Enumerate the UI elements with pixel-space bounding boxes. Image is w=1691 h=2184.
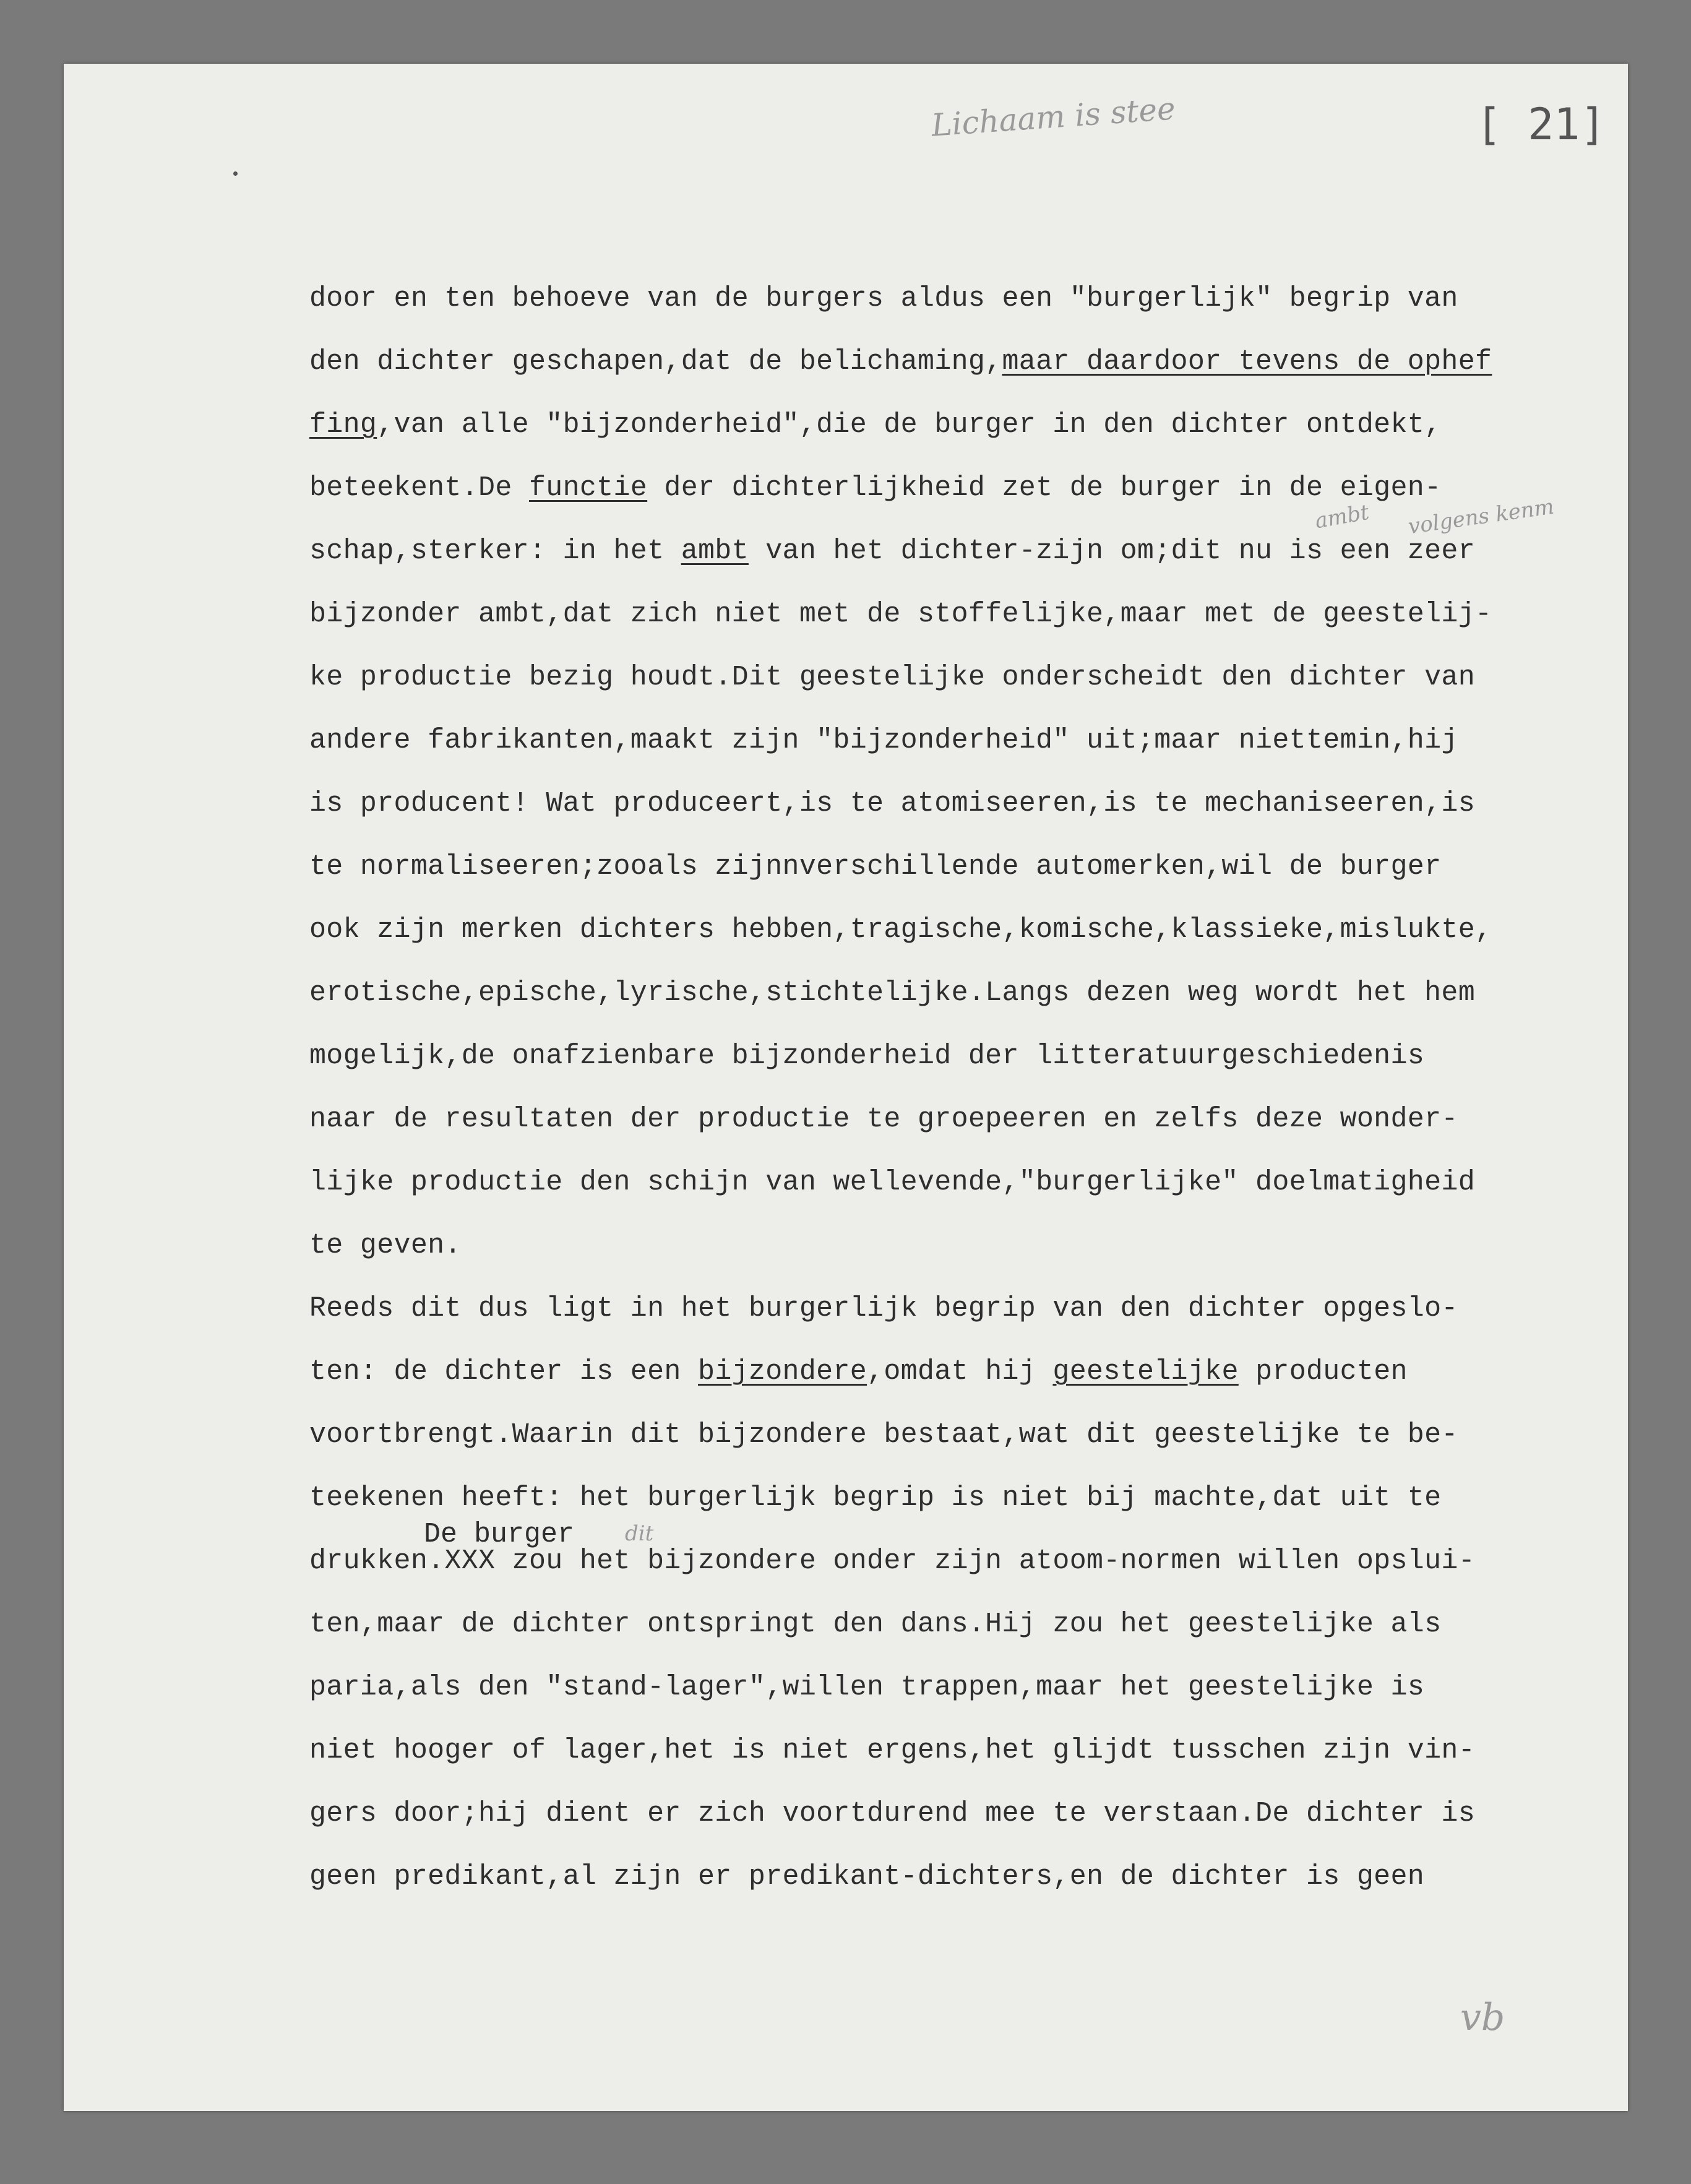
text-segment: naar de resultaten der productie te groepeeren en zelfs deze wonder- — [309, 1103, 1458, 1135]
text-segment: lijke productie den schijn van wellevende,"burgerlijke" doelmatigheid — [309, 1167, 1476, 1198]
text-segment: ook zijn merken dichters hebben,tragische,komische,klassieke,mislukte, — [309, 914, 1492, 946]
text-segment: erotische,epische,lyrische,stichtelijke.Langs dezen weg wordt het hem — [309, 977, 1476, 1009]
pencil-insert-ambt: ambt — [1313, 499, 1371, 534]
underlined-text: maar daardoor tevens de ophef — [1002, 346, 1492, 378]
text-line — [309, 1162, 1640, 1225]
text-segment: teekenen heeft: het burgerlijk begrip is niet bij machte,dat uit te — [309, 1482, 1442, 1514]
text-line — [309, 847, 1640, 910]
text-line — [309, 468, 1640, 531]
underlined-text: bijzondere — [698, 1356, 867, 1388]
text-segment: der dichterlijkheid zet de burger in de eigen- — [647, 472, 1442, 504]
text-segment: paria,als den "stand-lager",willen trappen,maar het geestelijke is — [309, 1672, 1425, 1703]
pencil-insert-dit: dit — [625, 1521, 654, 1546]
text-segment: geen predikant,al zijn er predikant-dichters,en de dichter is geen — [309, 1861, 1425, 1893]
text-line — [309, 1225, 1640, 1288]
typed-body-text — [309, 278, 1640, 1920]
text-segment: voortbrengt.Waarin dit bijzondere bestaat,wat dit geestelijke te be- — [309, 1419, 1458, 1451]
text-segment: te normaliseeren;zooals zijnnverschillende automerken,wil de burger — [309, 851, 1442, 883]
text-line — [309, 1288, 1640, 1352]
text-segment: andere fabrikanten,maakt zijn "bijzonderheid" uit;maar niettemin,hij — [309, 725, 1458, 756]
text-segment: ,van alle "bijzonderheid",die de burger in den dichter ontdekt, — [377, 409, 1442, 441]
text-segment: ten,maar de dichter ontspringt den dans.Hij zou het geestelijke als — [309, 1608, 1442, 1640]
text-line — [309, 1604, 1640, 1667]
text-line — [309, 278, 1640, 342]
text-segment: ,omdat hij — [867, 1356, 1053, 1388]
underlined-text: geestelijke — [1052, 1356, 1239, 1388]
text-line — [309, 1857, 1640, 1920]
text-segment: mogelijk,de onafzienbare bijzonderheid der litteratuurgeschiedenis — [309, 1040, 1425, 1072]
text-segment: niet hooger of lager,het is niet ergens,het glijdt tusschen zijn vin- — [309, 1735, 1476, 1766]
underlined-text: ambt — [681, 535, 749, 567]
text-line — [309, 1730, 1640, 1793]
text-line — [309, 1099, 1640, 1162]
text-line — [309, 1541, 1640, 1604]
text-segment: door en ten behoeve van de burgers aldus een "burgerlijk" begrip van — [309, 283, 1458, 314]
text-line — [309, 973, 1640, 1036]
text-segment: producten — [1238, 1356, 1408, 1388]
text-segment: van het dichter-zijn om;dit nu is een zeer — [748, 535, 1476, 567]
pencil-note-top: Lichaam is stee — [930, 90, 1177, 144]
text-line — [309, 1036, 1640, 1099]
underlined-text: fing — [309, 409, 377, 441]
page-number: [ 21] — [1476, 99, 1606, 150]
text-segment: gers door;hij dient er zich voortdurend mee te verstaan.De dichter is — [309, 1798, 1476, 1829]
text-line — [309, 657, 1640, 720]
text-segment: den dichter geschapen,dat de belichaming, — [309, 346, 1002, 378]
text-line — [309, 1793, 1640, 1857]
text-segment: te geven. — [309, 1230, 462, 1261]
text-line — [309, 1352, 1640, 1415]
text-segment: beteekent.De — [309, 472, 529, 504]
pencil-mark-bottom: vb — [1460, 1996, 1505, 2039]
text-line — [309, 405, 1640, 468]
ink-dot — [233, 171, 238, 176]
text-segment: is producent! Wat produceert,is te atomiseeren,is te mechaniseeren,is — [309, 788, 1476, 819]
text-segment: bijzonder ambt,dat zich niet met de stoffelijke,maar met de geestelij- — [309, 598, 1492, 630]
text-segment: ke productie bezig houdt.Dit geestelijke onderscheidt den dichter van — [309, 662, 1476, 693]
text-line — [309, 783, 1640, 847]
text-segment: drukken.XXX zou het bijzondere onder zijn atoom-normen willen opslui- — [309, 1545, 1476, 1577]
text-segment: Reeds dit dus ligt in het burgerlijk begrip van den dichter opgeslo- — [309, 1293, 1458, 1324]
text-segment: ten: de dichter is een — [309, 1356, 699, 1388]
text-line — [309, 1415, 1640, 1478]
typed-insert: De burger — [424, 1519, 575, 1550]
text-segment: schap,sterker: in het — [309, 535, 681, 567]
underlined-text: functie — [528, 472, 648, 504]
text-line — [309, 531, 1640, 594]
text-line — [309, 720, 1640, 783]
text-line — [309, 1478, 1640, 1541]
pencil-insert-volgens: volgens kenm — [1406, 494, 1556, 540]
text-line — [309, 910, 1640, 973]
text-line — [309, 594, 1640, 657]
text-line — [309, 342, 1640, 405]
text-line — [309, 1667, 1640, 1730]
